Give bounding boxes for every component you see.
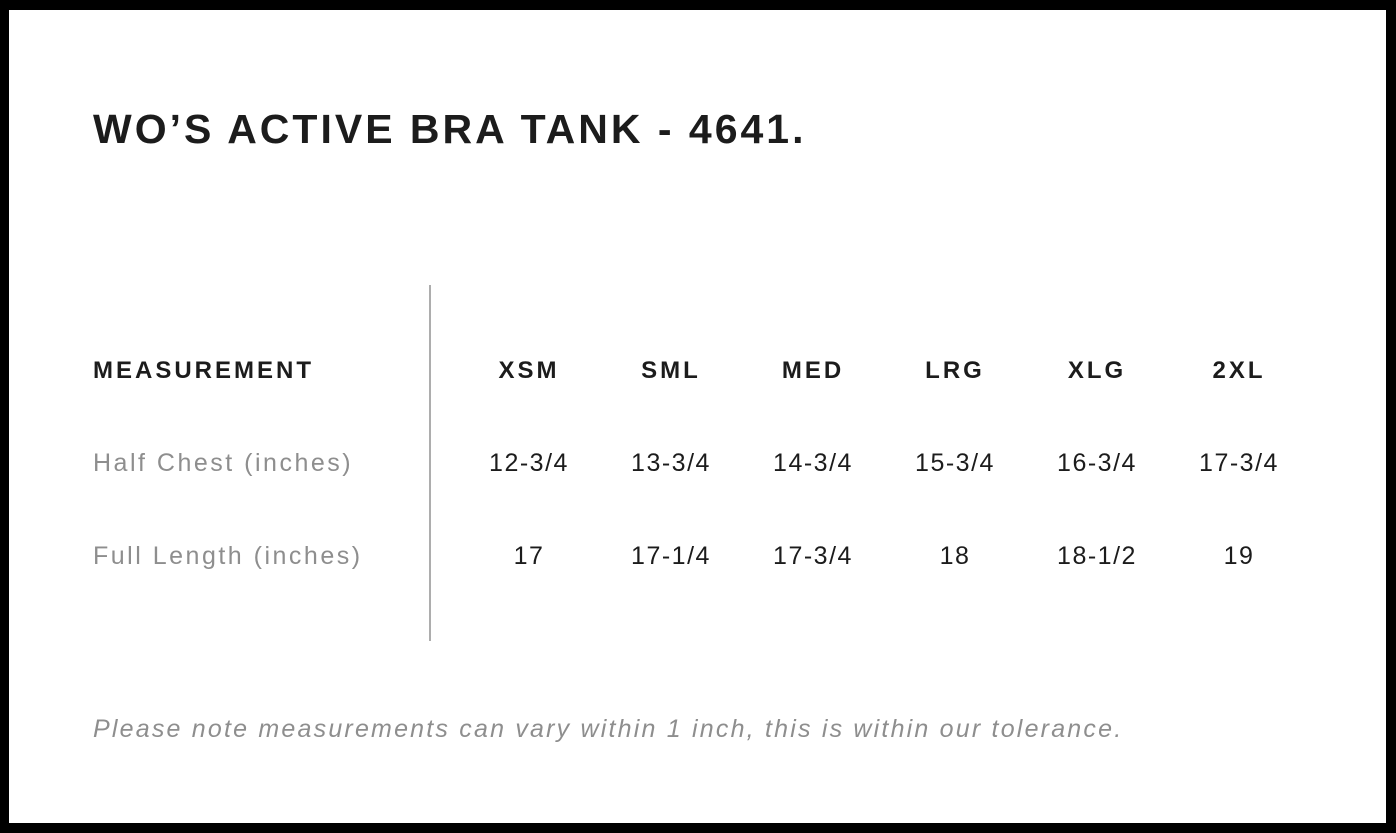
column-header-size-xsm: XSM [498,356,560,384]
page-title: WO’S ACTIVE BRA TANK - 4641. [93,106,807,152]
table-cell-half-chest-xlg: 16-3/4 [1057,449,1137,477]
table-cell-full-length-xsm: 17 [513,542,545,570]
column-header-measurement: MEASUREMENT [93,356,315,384]
column-header-size-lrg: LRG [925,356,985,384]
table-cell-full-length-sml: 17-1/4 [631,542,711,570]
table-cell-full-length-2xl: 19 [1223,542,1255,570]
table-cell-full-length-lrg: 18 [939,542,971,570]
table-cell-half-chest-lrg: 15-3/4 [915,449,995,477]
table-cell-full-length-xlg: 18-1/2 [1057,542,1137,570]
row-label-half-chest: Half Chest (inches) [93,449,354,477]
table-cell-half-chest-2xl: 17-3/4 [1199,449,1279,477]
row-label-full-length: Full Length (inches) [93,542,363,570]
table-cell-half-chest-xsm: 12-3/4 [489,449,569,477]
size-chart-table [93,324,1310,603]
column-header-size-xlg: XLG [1067,356,1127,384]
table-cell-half-chest-sml: 13-3/4 [631,449,711,477]
tolerance-note: Please note measurements can vary within 1 inch, this is within our tolerance. [93,715,1124,743]
table-cell-half-chest-med: 14-3/4 [773,449,853,477]
table-cell-full-length-med: 17-3/4 [773,542,853,570]
column-header-size-med: MED [781,356,845,384]
column-header-size-sml: SML [641,356,701,384]
column-header-size-2xl: 2XL [1212,356,1266,384]
